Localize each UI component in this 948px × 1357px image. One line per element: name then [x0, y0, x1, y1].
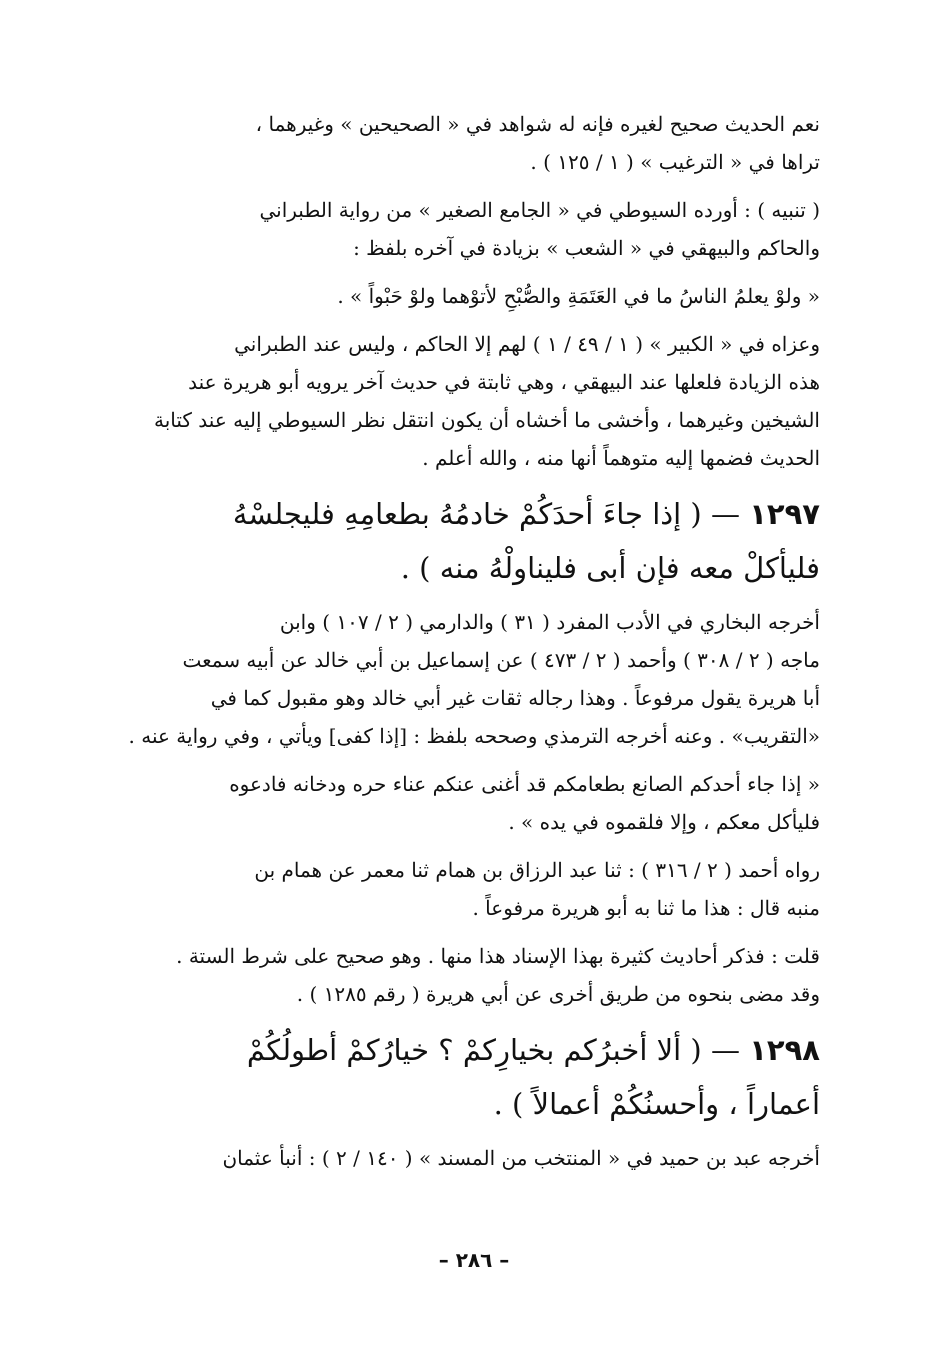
- hadith-number: ١٢٩٧: [749, 497, 820, 531]
- text-line: قلت : فذكر أحاديث كثيرة بهذا الإسناد هذا منها . وهو صحيح على شرط الستة .: [176, 944, 820, 968]
- hadith-text: — ( ألا أخبرُكم بخيارِكمْ ؟ خيارُكمْ أطولُكُمْ: [246, 1033, 740, 1067]
- text-line: ( تنبيه ) : أورده السيوطي في « الجامع الصغير » من رواية الطبراني: [259, 198, 820, 222]
- text-line: منبه قال : هذا ما ثنا به أبو هريرة مرفوعاً .: [472, 896, 820, 920]
- text-line: فليأكل معكم ، وإلا فلقموه في يده » .: [508, 810, 820, 834]
- paragraph-qultu: [76, 937, 820, 1013]
- text-line: أبا هريرة يقول مرفوعاً . وهذا رجاله ثقات غير أبي خالد وهو مقبول كما في: [210, 686, 820, 710]
- text-line: « ولوْ يعلمُ الناسُ ما في العَتَمَةِ والصُّبْحِ لأتوْهما ولوْ حَبْواً » .: [337, 284, 820, 308]
- quoted-addition: [76, 277, 820, 315]
- paragraph-3: [76, 325, 820, 477]
- page-number: – ٢٨٦ –: [438, 1248, 510, 1272]
- hadith-number: ١٢٩٨: [749, 1033, 820, 1067]
- hadith-line: فليأكلْ معه فإن أبى فليناولْهُ منه ) .: [400, 551, 820, 585]
- text-line: الشيخين وغيرهما ، وأخشى ما أخشاه أن يكون انتقل نظر السيوطي إليه عند كتابة: [154, 408, 820, 432]
- text-line: والحاكم والبيهقي في « الشعب » بزيادة في آخره بلفظ :: [353, 236, 820, 260]
- text-line: أخرجه عبد بن حميد في « المنتخب من المسند » ( ١٤٠ / ٢ ) : أنبأ عثمان: [222, 1146, 820, 1170]
- text-line: وقد مضى بنحوه من طريق أخرى عن أبي هريرة ( رقم ١٢٨٥ ) .: [296, 982, 820, 1006]
- text-line: تراها في « الترغيب » ( ١ / ١٢٥ ) .: [530, 150, 820, 174]
- text-line: وعزاه في « الكبير » ( ١ / ٤٩ / ١ ) لهم إلا الحاكم ، وليس عند الطبراني: [234, 332, 820, 356]
- hadith-line: أعماراً ، وأحسنُكُمْ أعمالاً ) .: [493, 1087, 820, 1121]
- paragraph-1: [76, 105, 820, 181]
- paragraph-riwaya: [76, 765, 820, 841]
- hadith-text: — ( إذا جاءَ أحدَكُمْ خادمُهُ بطعامِهِ فليجلسْهُ: [232, 497, 740, 531]
- paragraph-takhrij-1297: [76, 603, 820, 755]
- paragraph-tanbih: [76, 191, 820, 267]
- text-line: « إذا جاء أحدكم الصانع بطعامكم قد أغنى عنكم عناء حره ودخانه فادعوه: [229, 772, 820, 796]
- text-line: ماجه ( ٢ / ٣٠٨ ) وأحمد ( ٢ / ٤٧٣ ) عن إسماعيل بن أبي خالد عن أبيه سمعت: [182, 648, 820, 672]
- page-body: [76, 105, 820, 1187]
- text-line: «التقريب» . وعنه أخرجه الترمذي وصححه بلفظ : [إذا كفى] ويأتي ، وفي رواية عنه .: [128, 724, 820, 748]
- text-line: هذه الزيادة فلعلها عند البيهقي ، وهي ثابتة في حديث آخر يرويه أبو هريرة عند: [188, 370, 820, 394]
- text-line: أخرجه البخاري في الأدب المفرد ( ٣١ ) والدارمي ( ٢ / ١٠٧ ) وابن: [279, 610, 820, 634]
- hadith-line: [76, 487, 820, 541]
- paragraph-ahmad: [76, 851, 820, 927]
- text-line: نعم الحديث صحيح لغيره فإنه له شواهد في « الصحيحين » وغيرهما ،: [255, 112, 820, 136]
- hadith-1298: [76, 1023, 820, 1131]
- text-line: الحديث فضمها إليه متوهماً أنها منه ، والله أعلم .: [422, 446, 820, 470]
- text-line: رواه أحمد ( ٢ / ٣١٦ ) : ثنا عبد الرزاق بن همام ثنا معمر عن همام بن: [254, 858, 820, 882]
- paragraph-takhrij-1298: [76, 1139, 820, 1177]
- hadith-1297: [76, 487, 820, 595]
- hadith-line: [76, 1023, 820, 1077]
